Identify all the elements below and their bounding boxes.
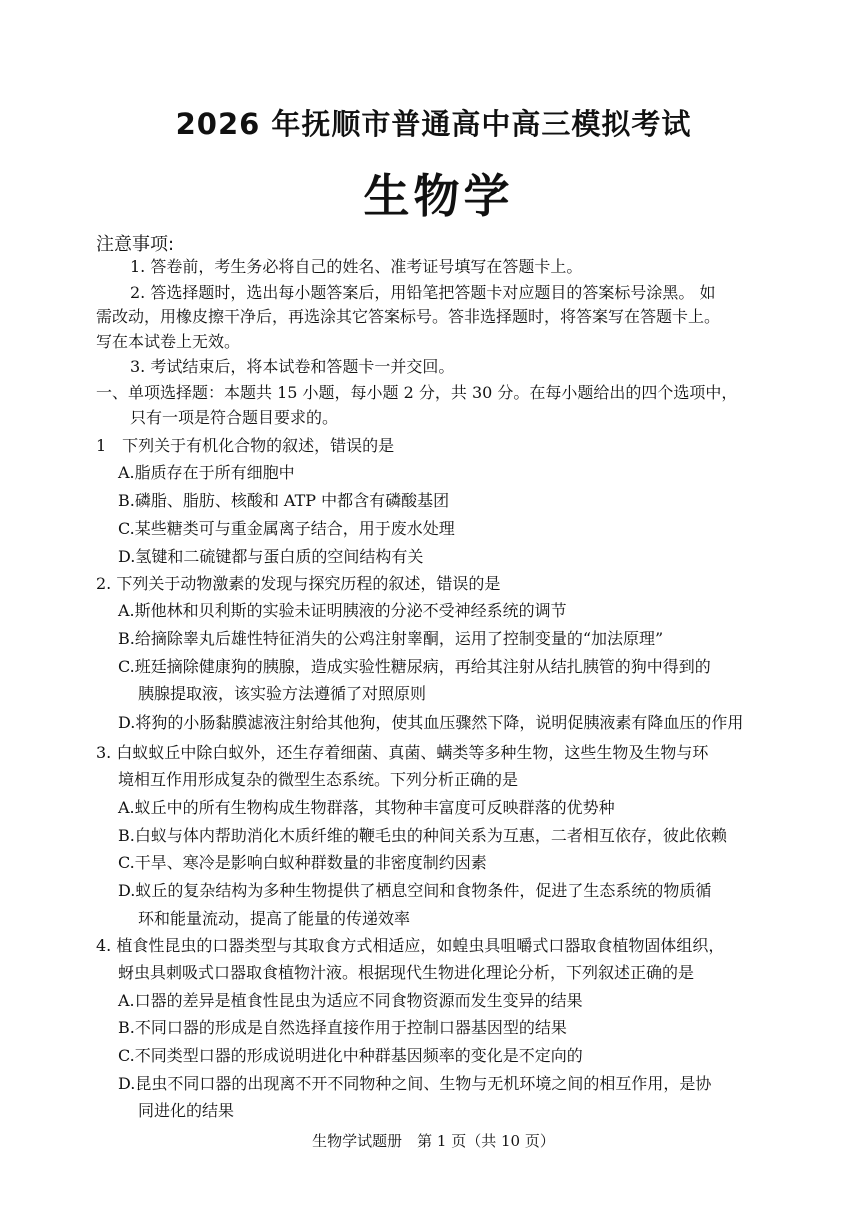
question-option: A.脂质存在于所有细胞中 xyxy=(118,463,295,482)
question-stem: 3. 白蚁蚁丘中除白蚁外，还生存着细菌、真菌、螨类等多种生物，这些生物及生物与环 xyxy=(96,743,709,762)
question-option: C.班廷摘除健康狗的胰腺，造成实验性糖尿病，再给其注射从结扎胰管的狗中得到的 xyxy=(118,657,711,676)
question-option: A.口器的差异是植食性昆虫为适应不同食物资源而发生变异的结果 xyxy=(118,991,583,1010)
question-option: C.干旱、寒冷是影响白蚁种群数量的非密度制约因素 xyxy=(118,853,487,872)
question-stem: 1 下列关于有机化合物的叙述，错误的是 xyxy=(96,436,395,455)
question-option: B.不同口器的形成是自然选择直接作用于控制口器基因型的结果 xyxy=(118,1018,567,1037)
notice-line: 需改动，用橡皮擦干净后，再选涂其它答案标号。答非选择题时，将答案写在答题卡上。 xyxy=(96,307,721,326)
section-heading-cont: 只有一项是符合题目要求的。 xyxy=(130,408,339,427)
question-stem-cont: 境相互作用形成复杂的微型生态系统。下列分析正确的是 xyxy=(118,770,519,789)
page-footer: 生物学试题册 第 1 页（共 10 页） xyxy=(312,1132,555,1150)
notice-line: 1. 答卷前，考生务必将自己的姓名、准考证号填写在答题卡上。 xyxy=(130,257,583,276)
notice-line: 写在本试卷上无效。 xyxy=(96,332,241,351)
question-option: A.蚁丘中的所有生物构成生物群落，其物种丰富度可反映群落的优势种 xyxy=(118,798,615,817)
question-option: D.蚁丘的复杂结构为多种生物提供了栖息空间和食物条件，促进了生态系统的物质循 xyxy=(118,881,712,900)
question-option: D.昆虫不同口器的出现离不开不同物种之间、生物与无机环境之间的相互作用，是协 xyxy=(118,1074,712,1093)
question-option: D.氢键和二硫键都与蛋白质的空间结构有关 xyxy=(118,547,424,566)
question-option-cont: 环和能量流动，提高了能量的传递效率 xyxy=(138,909,411,928)
notice-heading: 注意事项: xyxy=(96,234,175,255)
section-heading: 一、单项选择题：本题共 15 小题，每小题 2 分，共 30 分。在每小题给出的四个选项中， xyxy=(96,383,738,402)
question-stem: 2. 下列关于动物激素的发现与探究历程的叙述，错误的是 xyxy=(96,574,501,593)
question-stem-cont: 蚜虫具刺吸式口器取食植物汁液。根据现代生物进化理论分析，下列叙述正确的是 xyxy=(118,963,695,982)
question-option: C.某些糖类可与重金属离子结合，用于废水处理 xyxy=(118,519,455,538)
question-option: B.磷脂、脂肪、核酸和 ATP 中都含有磷酸基团 xyxy=(118,491,450,510)
question-option: C.不同类型口器的形成说明进化中种群基因频率的变化是不定向的 xyxy=(118,1046,583,1065)
question-option: A.斯他林和贝利斯的实验未证明胰液的分泌不受神经系统的调节 xyxy=(118,601,567,620)
question-stem: 4. 植食性昆虫的口器类型与其取食方式相适应，如蝗虫具咀嚼式口器取食植物固体组织， xyxy=(96,936,725,955)
question-option-cont: 同进化的结果 xyxy=(138,1101,235,1120)
question-option-cont: 胰腺提取液，该实验方法遵循了对照原则 xyxy=(138,684,427,703)
subject-title: 生物学 xyxy=(363,169,514,223)
exam-title: 2026 年抚顺市普通高中高三模拟考试 xyxy=(175,107,692,141)
notice-line: 3. 考试结束后，将本试卷和答题卡一并交回。 xyxy=(130,357,455,376)
question-option: D.将狗的小肠黏膜滤液注射给其他狗，使其血压骤然下降，说明促胰液素有降血压的作用 xyxy=(118,713,744,732)
question-option: B.白蚁与体内帮助消化木质纤维的鞭毛虫的种间关系为互惠，二者相互依存，彼此依赖 xyxy=(118,826,727,845)
question-option: B.给摘除睾丸后雄性特征消失的公鸡注射睾酮，运用了控制变量的“加法原理” xyxy=(118,629,664,648)
notice-line: 2. 答选择题时，选出每小题答案后，用铅笔把答题卡对应题目的答案标号涂黑。 如 xyxy=(130,283,716,302)
